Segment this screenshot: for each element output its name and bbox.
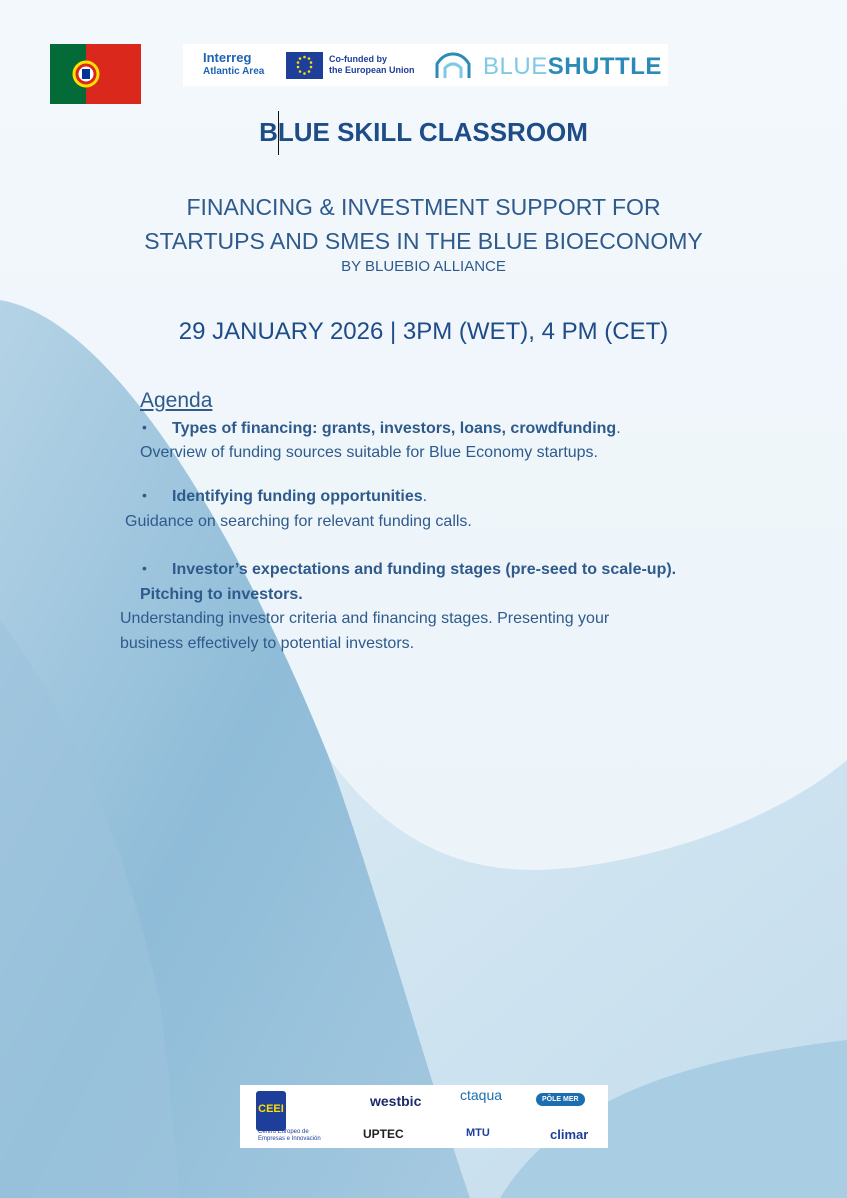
page-title: BLUE SKILL CLASSROOM xyxy=(259,117,588,147)
blueshuttle-logo-icon xyxy=(433,50,473,80)
ctaqua-logo: ctaqua xyxy=(460,1087,503,1103)
bullet-3: • xyxy=(142,560,147,576)
agenda-item-2-title: Identifying funding opportunities. xyxy=(172,488,428,505)
event-byline: BY BLUEBIO ALLIANCE xyxy=(341,258,506,275)
westbic-logo: westbic xyxy=(370,1093,422,1109)
agenda-item-3-title: Investor’s expectations and funding stages (pre-seed to scale-up). xyxy=(172,561,677,578)
ceei-logo: CEEI xyxy=(256,1091,286,1131)
interreg-logo: Interreg Atlantic Area xyxy=(203,50,265,77)
uptec-logo: UPTEC xyxy=(363,1127,404,1141)
bullet-2: • xyxy=(142,487,147,503)
partner-banner xyxy=(183,44,668,86)
agenda-heading: Agenda xyxy=(140,389,213,412)
climar-logo: climar xyxy=(550,1127,589,1142)
agenda-item-3-title-2: Pitching to investors. xyxy=(140,586,303,603)
cofunded-label: Co-funded by the European Union xyxy=(329,54,415,75)
agenda-item-2-desc: Guidance on searching for relevant funding calls. xyxy=(125,513,472,530)
polemer-logo: PÔLE MER xyxy=(536,1093,585,1106)
partner-logos-footer xyxy=(240,1085,608,1148)
event-date: 29 JANUARY 2026 | 3PM (WET), 4 PM (CET) xyxy=(178,318,669,345)
bullet-1: • xyxy=(142,419,147,435)
agenda-item-3-desc-1: Understanding investor criteria and financing stages. Presenting your xyxy=(120,610,610,627)
event-subtitle: FINANCING & INVESTMENT SUPPORT FOR STARTUPS AND SMES IN THE BLUE BIOECONOMY xyxy=(144,194,703,254)
agenda-item-3-desc-2: business effectively to potential investors. xyxy=(120,635,415,652)
blueshuttle-wordmark: BLUESHUTTLE xyxy=(483,53,662,80)
ceei-label: Centro Europeo de Empresas e Innovación xyxy=(258,1129,321,1142)
agenda-item-1-desc: Overview of funding sources suitable for Blue Economy startups. xyxy=(140,444,598,461)
eu-flag-icon xyxy=(286,52,323,79)
mtu-logo: MTU xyxy=(466,1127,490,1139)
portugal-flag-icon xyxy=(50,44,141,104)
agenda-item-1-title: Types of financing: grants, investors, loans, crowdfunding. xyxy=(172,420,621,437)
